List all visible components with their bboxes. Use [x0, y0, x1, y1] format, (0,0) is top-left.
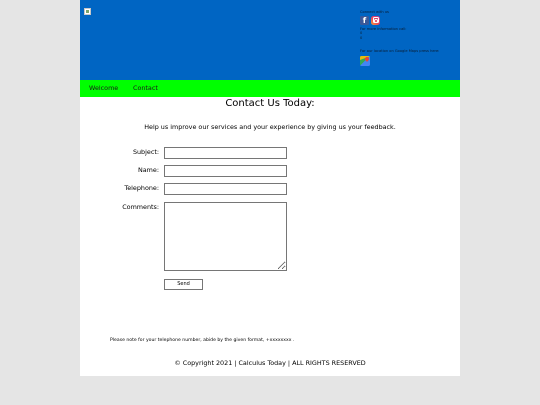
header-banner [80, 0, 460, 80]
send-button[interactable]: Send [164, 279, 203, 290]
phone-line-1: 0 [360, 31, 363, 36]
facebook-icon[interactable]: f [360, 16, 369, 25]
google-maps-icon[interactable] [360, 56, 370, 66]
comments-label: Comments: [122, 203, 159, 211]
nav-bar [80, 80, 460, 97]
telephone-format-note: Please note for your telephone number, abide by the given format, +xxxxxxxx . [110, 338, 295, 343]
info-text: For more information call: [360, 26, 407, 31]
page-container [80, 0, 460, 376]
subject-input[interactable] [164, 147, 287, 159]
nav-item-contact[interactable]: Contact [133, 84, 158, 92]
maps-text: For our location on Google Maps press here: [360, 49, 440, 54]
social-icons [360, 16, 458, 25]
comments-textarea[interactable] [164, 202, 287, 271]
nav-item-welcome[interactable]: Welcome [89, 84, 119, 92]
social-panel [360, 10, 458, 66]
name-input[interactable] [164, 165, 287, 177]
connect-text: Connect with us [360, 10, 389, 14]
name-label: Name: [137, 166, 159, 174]
subject-label: Subject: [132, 148, 159, 156]
page-title: Contact Us Today: [225, 98, 315, 109]
logo-image [84, 8, 91, 15]
footer-copyright: © Copyright 2021 | Calculus Today | ALL RIGHTS RESERVED [174, 359, 366, 367]
telephone-input[interactable] [164, 183, 287, 195]
phone-line-2: 0 [360, 35, 363, 40]
intro-text: Help us improve our services and your experience by giving us your feedback. [144, 123, 396, 131]
telephone-label: Telephone: [124, 184, 159, 192]
instagram-icon[interactable] [371, 16, 380, 25]
